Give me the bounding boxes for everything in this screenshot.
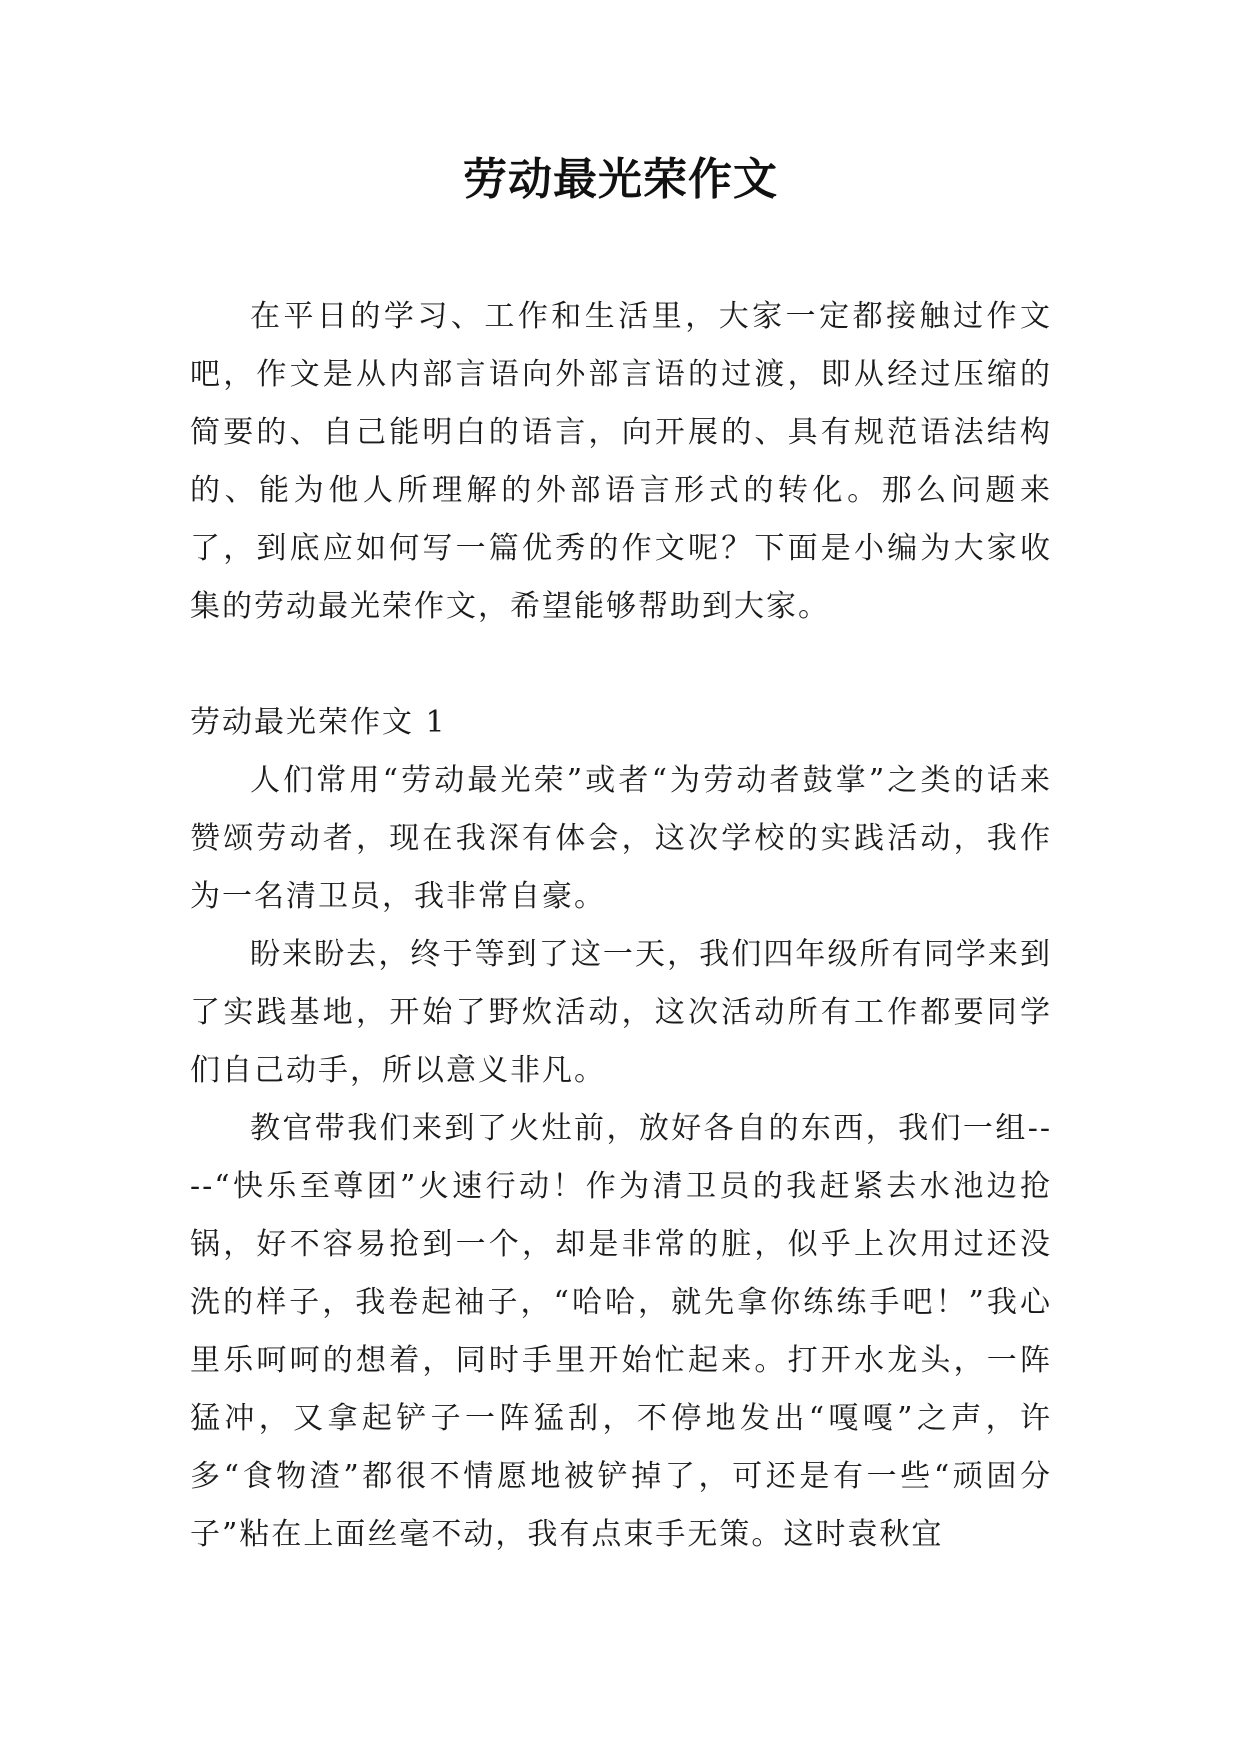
document-title: 劳动最光荣作文	[463, 154, 778, 205]
intro-paragraph: 在平日的学习、工作和生活里，大家一定都接触过作文吧，作文是从内部言语向外部言语的过渡，即从经过压缩的简要的、自己能明白的语言，向开展的、具有规范语法结构的、能为他人所理解的外部语言形式的转化。那么问题来了，到底应如何写一篇优秀的作文呢？下面是小编为大家收集的劳动最光荣作文，希望能够帮助到大家。	[190, 299, 1052, 624]
intro-section	[190, 288, 1052, 636]
section-heading: 劳动最光荣作文 1	[190, 705, 447, 740]
body-paragraph-1: 人们常用“劳动最光荣”或者“为劳动者鼓掌”之类的话来赞颂劳动者，现在我深有体会，这次学校的实践活动，我作为一名清卫员，我非常自豪。	[190, 763, 1052, 914]
article-section	[190, 694, 1052, 1564]
body-paragraph-3: 教官带我们来到了火灶前，放好各自的东西，我们一组----“快乐至尊团”火速行动！作为清卫员的我赶紧去水池边抢锅，好不容易抢到一个，却是非常的脏，似乎上次用过还没洗的样子，我卷起袖子，“哈哈，就先拿你练练手吧！”我心里乐呵呵的想着，同时手里开始忙起来。打开水龙头，一阵猛冲，又拿起铲子一阵猛刮，不停地发出“嘎嘎”之声，许多“食物渣”都很不情愿地被铲掉了，可还是有一些“顽固分子”粘在上面丝毫不动，我有点束手无策。这时袁秋宜	[190, 1111, 1052, 1552]
body-paragraph-2: 盼来盼去，终于等到了这一天，我们四年级所有同学来到了实践基地，开始了野炊活动，这次活动所有工作都要同学们自己动手，所以意义非凡。	[190, 937, 1052, 1088]
